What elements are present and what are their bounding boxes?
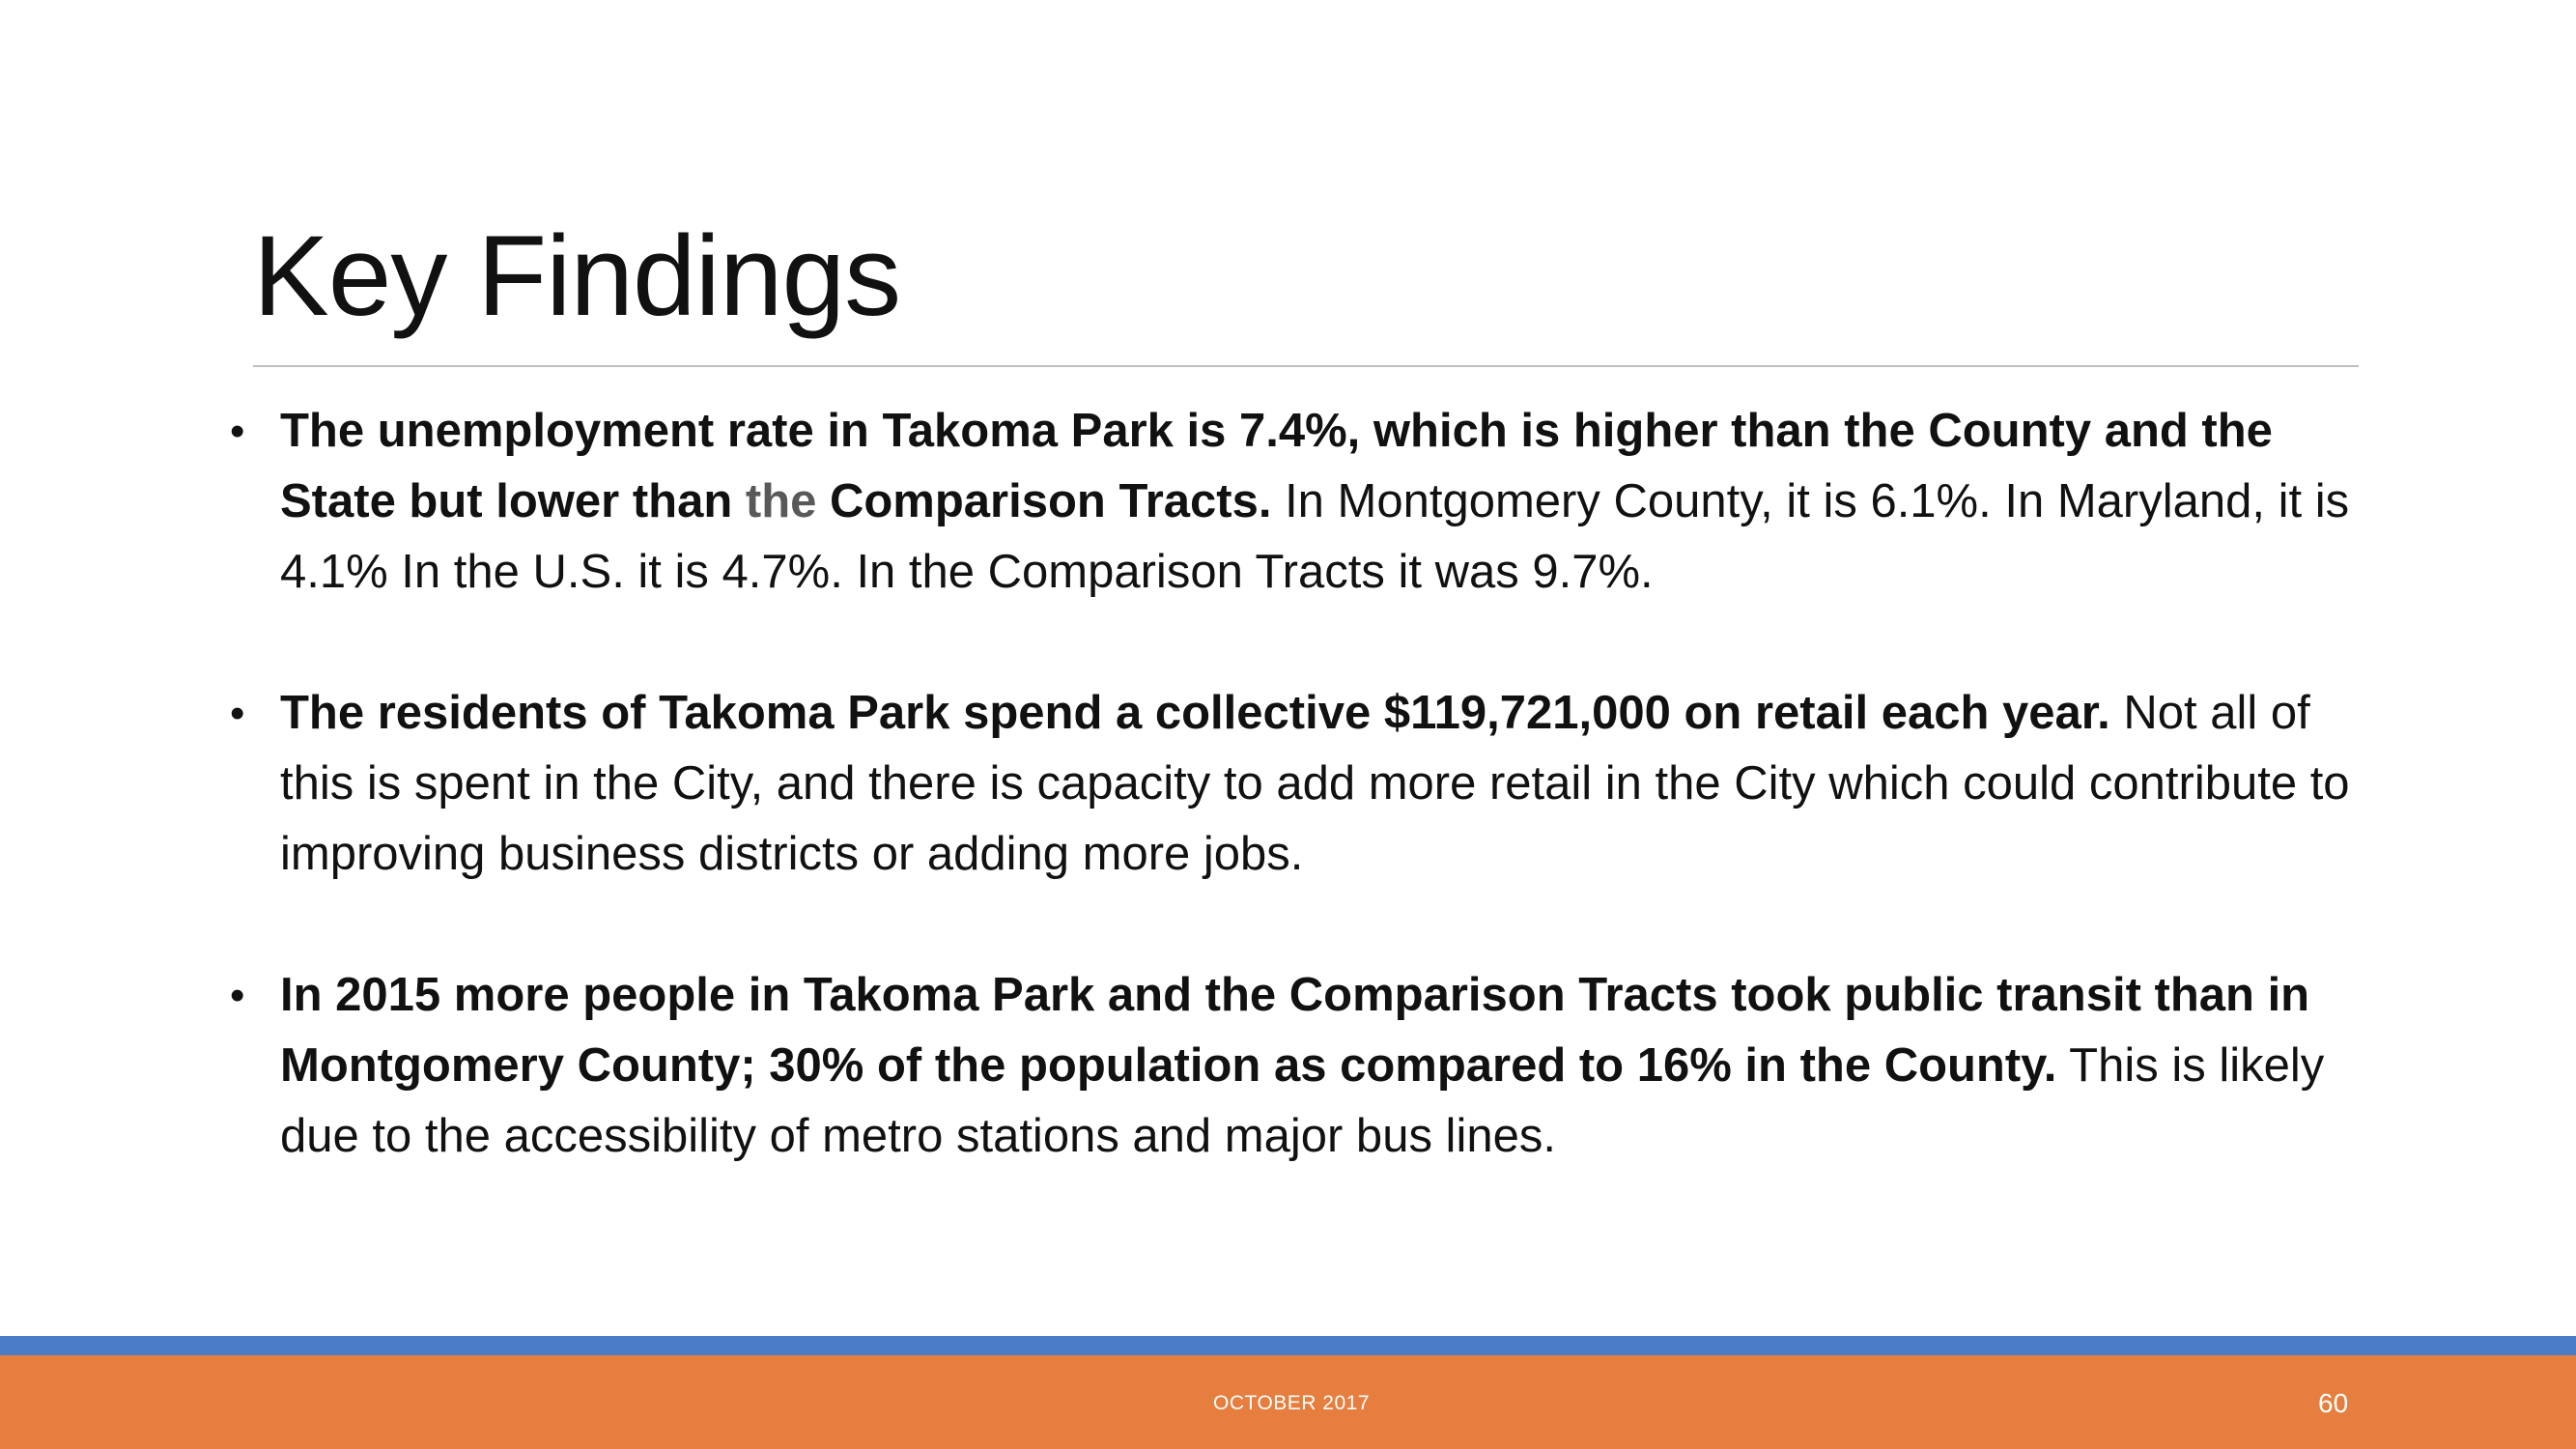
page-number: 60 bbox=[2318, 1388, 2349, 1418]
bullet-icon: • bbox=[230, 972, 245, 1019]
finding-bold-text: In 2015 more people in Takoma Park and the Comparison Tracts took public transit than in Montgomery County; 30% of the population as compared to 16% in the County. bbox=[280, 969, 2310, 1092]
finding-bold-text: The residents of Takoma Park spend a collective $119,721,000 on retail each year. bbox=[280, 687, 2110, 739]
bullet-icon: • bbox=[230, 408, 245, 455]
finding-unemployment bbox=[230, 396, 2366, 608]
finding-public-transit bbox=[230, 960, 2366, 1172]
slide-title: Key Findings bbox=[253, 213, 901, 340]
finding-detail-text: In Montgomery County, it is 6.1%. In Maryland, it is 4.1% In the U.S. it is 4.7%. In the Comparison Tracts it was 9.7%. bbox=[280, 475, 2350, 598]
title-divider bbox=[253, 365, 2359, 367]
finding-retail-spending bbox=[230, 678, 2366, 890]
finding-detail-text: This is likely due to the accessibility of metro stations and major bus lines. bbox=[280, 1039, 2325, 1162]
finding-bold-gray-text: the bbox=[745, 475, 817, 527]
footer-date: OCTOBER 2017 bbox=[1213, 1392, 1371, 1414]
finding-bold-text: The unemployment rate in Takoma Park is 7.4%, which is higher than the County and the State but lower than bbox=[280, 405, 2273, 527]
bullet-icon: • bbox=[230, 690, 245, 737]
footer-accent-bar bbox=[0, 1336, 2576, 1355]
finding-bold-text: Comparison Tracts. bbox=[816, 475, 1272, 527]
finding-detail-text: Not all of this is spent in the City, and there is capacity to add more retail in the City which could contribute to improving business districts or adding more jobs. bbox=[280, 687, 2350, 880]
